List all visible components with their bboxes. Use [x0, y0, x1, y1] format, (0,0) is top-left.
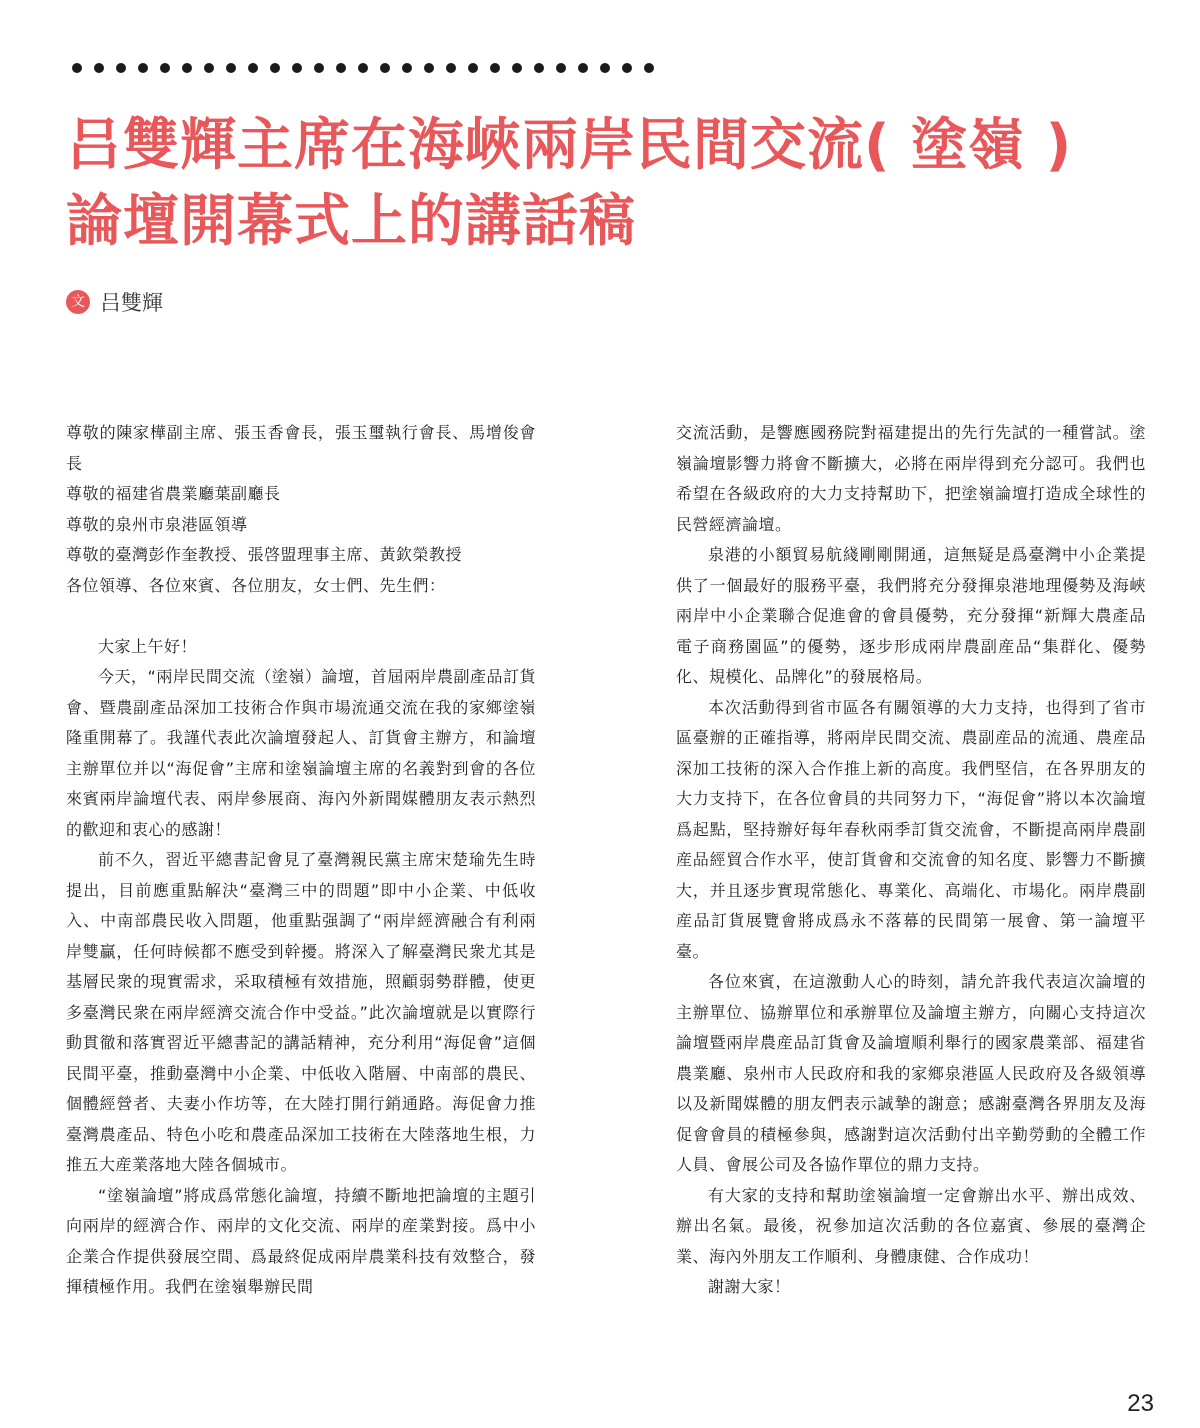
- decorative-dot: [600, 63, 610, 73]
- paragraph-gap: [66, 601, 536, 632]
- body-paragraph: 泉港的小額貿易航綫剛剛開通，這無疑是爲臺灣中小企業提供了一個最好的服務平臺，我們將充分發揮泉港地理優勢及海峽兩岸中小企業聯合促進會的會員優勢，充分發揮“新輝大農產品電子商務園區”的優勢，逐步形成兩岸農副産品“集群化、優勢化、規模化、品牌化”的發展格局。: [676, 545, 1146, 686]
- decorative-dot: [160, 63, 170, 73]
- decorative-dot: [248, 63, 258, 73]
- decorative-dot: [292, 63, 302, 73]
- body-paragraph: 交流活動，是響應國務院對福建提出的先行先試的一種嘗試。塗嶺論壇影響力將會不斷擴大，必將在兩岸得到充分認可。我們也希望在各級政府的大力支持幫助下，把塗嶺論壇打造成全球性的民營經濟論壇。: [676, 423, 1146, 534]
- decorative-dot: [204, 63, 214, 73]
- article-body-right-column: [676, 418, 1146, 1303]
- body-paragraph: 大家上午好！: [98, 636, 198, 656]
- decorative-dot: [468, 63, 478, 73]
- decorative-dot: [578, 63, 588, 73]
- decorative-dot: [490, 63, 500, 73]
- decorative-dot: [226, 63, 236, 73]
- body-paragraph: 本次活動得到省市區各有關領導的大力支持，也得到了省市區臺辦的正確指導，將兩岸民間交流、農副産品的流通、農産品深加工技術的深入合作推上新的高度。我們堅信，在各界朋友的大力支持下，在各位會員的共同努力下，“海促會”將以本次論壇爲起點，堅持辦好每年春秋兩季訂貨交流會，不斷提高兩岸農副産品經貿合作水平，使訂貨會和交流會的知名度、影響力不斷擴大，并且逐步實現常態化、專業化、高端化、市場化。兩岸農副産品訂貨展覽會將成爲永不落幕的民間第一展會、第一論壇平臺。: [676, 697, 1146, 961]
- decorative-dot: [116, 63, 126, 73]
- body-paragraph: 尊敬的福建省農業廳葉副廳長: [66, 484, 281, 503]
- decorative-dot: [556, 63, 566, 73]
- article-title: [66, 108, 1176, 260]
- decorative-dot: [182, 63, 192, 73]
- decorative-dot: [446, 63, 456, 73]
- byline: [66, 287, 163, 317]
- byline-badge-icon: 文: [66, 290, 90, 314]
- decorative-dot: [380, 63, 390, 73]
- body-paragraph: “塗嶺論壇”將成爲常態化論壇，持續不斷地把論壇的主題引向兩岸的經濟合作、兩岸的文化交流、兩岸的産業對接。爲中小企業合作提供發展空間、爲最終促成兩岸農業科技有效整合，發揮積極作用。我們在塗嶺舉辦民間: [66, 1185, 536, 1296]
- body-paragraph: 前不久，習近平總書記會見了臺灣親民黨主席宋楚瑜先生時提出，目前應重點解決“臺灣三中的問題”即中小企業、中低收入、中南部農民收入問題，他重點强調了“兩岸經濟融合有利兩岸雙贏，任何時候都不應受到幹擾。將深入了解臺灣民衆尤其是基層民衆的現實需求，采取積極有效措施，照顧弱勢群體，使更多臺灣民衆在兩岸經濟交流合作中受益。”此次論壇就是以實際行動貫徹和落實習近平總書記的講話精神，充分利用“海促會”這個民間平臺，推動臺灣中小企業、中低收入階層、中南部的農民、個體經營者、夫妻小作坊等，在大陸打開行銷通路。海促會力推臺灣農產品、特色小吃和農產品深加工技術在大陸落地生根，力推五大産業落地大陸各個城市。: [66, 850, 536, 1174]
- decorative-dot: [94, 63, 104, 73]
- body-paragraph: 謝謝大家！: [708, 1277, 791, 1296]
- byline-author: 吕雙輝: [100, 291, 163, 315]
- body-paragraph: 尊敬的臺灣彭作奎教授、張啓盟理事主席、黃欽榮教授: [66, 545, 463, 564]
- body-paragraph: 尊敬的陳家樺副主席、張玉香會長，張玉璽執行會長、馬增俊會長: [66, 423, 536, 473]
- decorative-dot: [72, 63, 82, 73]
- page-number: 23: [1127, 1390, 1154, 1417]
- body-paragraph: 今天，“兩岸民間交流（塗嶺）論壇，首屆兩岸農副產品訂貨會、暨農副產品深加工技術合作與市場流通交流在我的家鄉塗嶺隆重開幕了。我謹代表此次論壇發起人、訂貨會主辦方，和論壇主辦單位并以“海促會”主席和塗嶺論壇主席的名義對到會的各位來賓兩岸論壇代表、兩岸參展商、海內外新聞媒體朋友表示熱烈的歡迎和衷心的感謝！: [66, 667, 536, 839]
- body-paragraph: 有大家的支持和幫助塗嶺論壇一定會辦出水平、辦出成效、辦出名氣。最後，祝參加這次活動的各位嘉賓、參展的臺灣企業、海內外朋友工作順利、身體康健、合作成功！: [676, 1185, 1146, 1266]
- decorative-dot: [622, 63, 632, 73]
- decorative-dot: [644, 63, 654, 73]
- decorative-dot: [402, 63, 412, 73]
- article-body-left-column: [66, 418, 536, 1303]
- body-paragraph: 各位來賓，在這激動人心的時刻，請允許我代表這次論壇的主辦單位、協辦單位和承辦單位及論壇主辦方，向關心支持這次論壇暨兩岸農産品訂貨會及論壇順利舉行的國家農業部、福建省農業廳、泉州市人民政府和我的家鄉泉港區人民政府及各級領導以及新聞媒體的朋友們表示誠摯的謝意；感謝臺灣各界朋友及海促會會員的積極參與，感謝對這次活動付出辛勤勞動的全體工作人員、會展公司及各協作單位的鼎力支持。: [676, 972, 1146, 1174]
- decorative-dot-row: [72, 63, 654, 73]
- decorative-dot: [138, 63, 148, 73]
- decorative-dot: [270, 63, 280, 73]
- body-paragraph: 尊敬的泉州市泉港區領導: [66, 514, 248, 534]
- decorative-dot: [534, 63, 544, 73]
- decorative-dot: [424, 63, 434, 73]
- decorative-dot: [336, 63, 346, 73]
- decorative-dot: [314, 63, 324, 73]
- article-title-line-1: 吕雙輝主席在海峽兩岸民間交流( 塗嶺 ): [66, 113, 1073, 178]
- body-paragraph: 各位領導、各位來賓、各位朋友，女士們、先生們：: [66, 575, 446, 595]
- decorative-dot: [512, 63, 522, 73]
- article-title-line-2: 論壇開幕式上的講話稿: [66, 189, 636, 254]
- decorative-dot: [358, 63, 368, 73]
